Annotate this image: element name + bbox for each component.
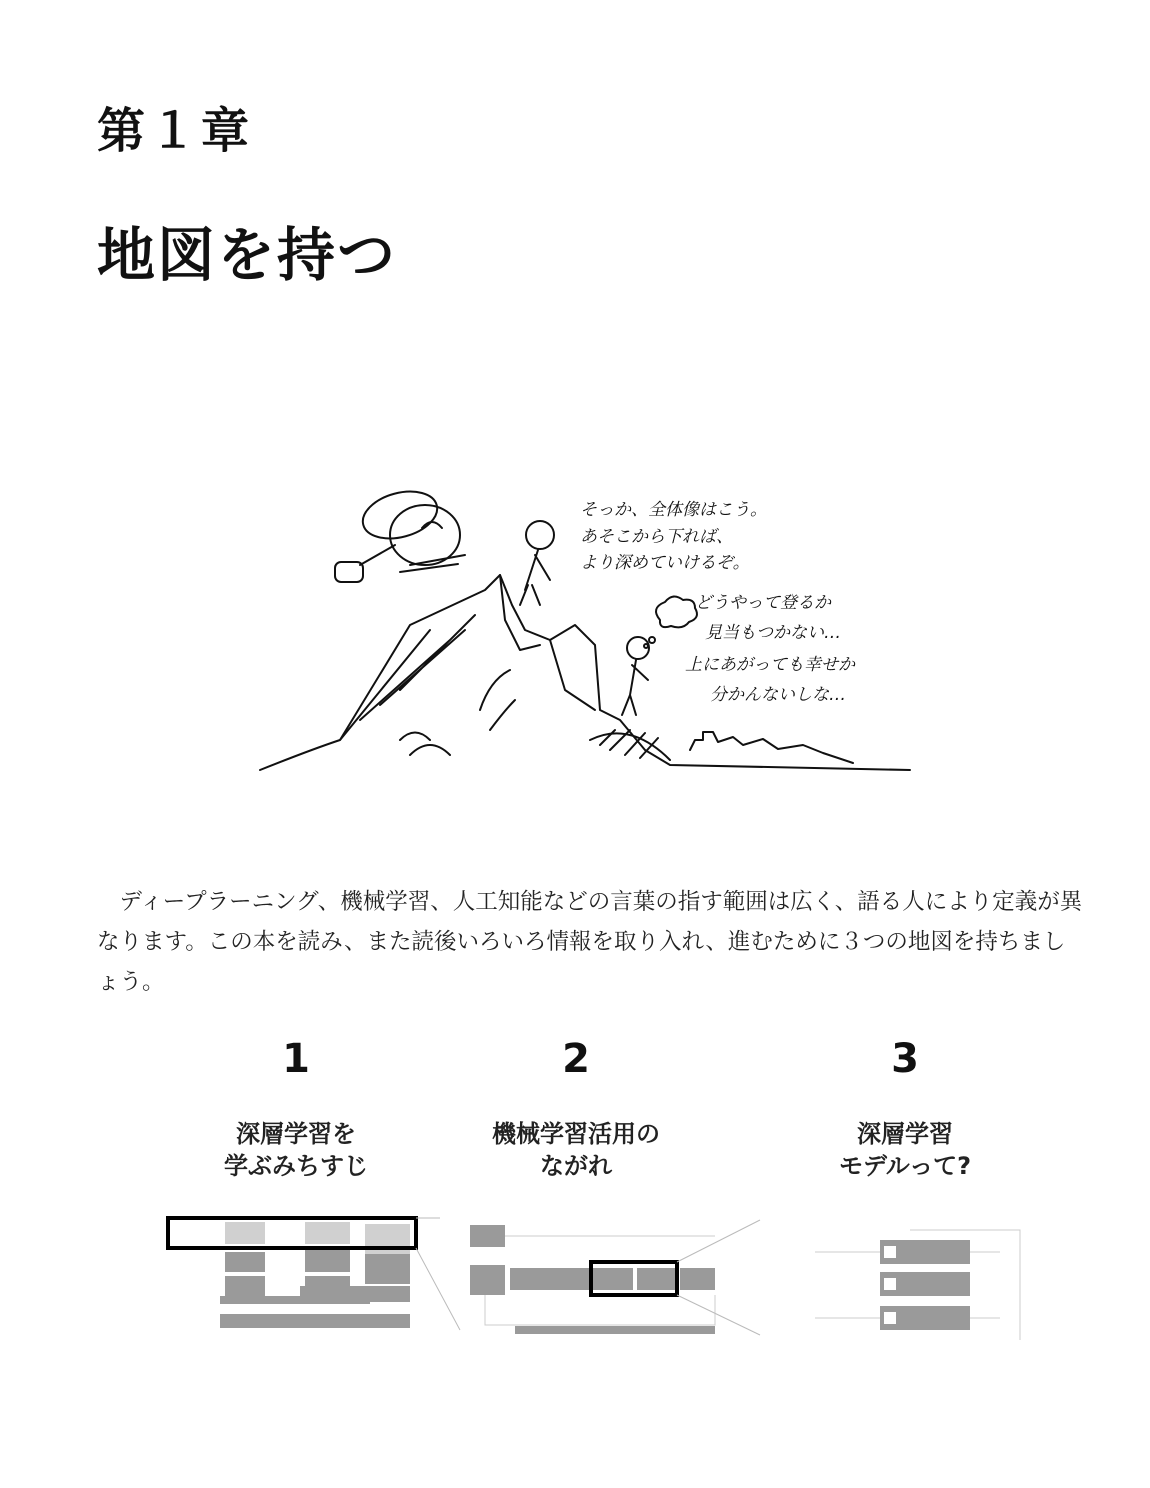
speech-top-line-1: そっか、全体像はこう。 [580, 500, 767, 520]
map-3-title: 深層学習 モデルって? [838, 1120, 971, 1180]
map-1-thumbnail [168, 1218, 460, 1330]
speech-bottom-line-1: どうやって登るか [695, 593, 831, 613]
speech-top-line-3: より深めていけるぞ。 [580, 553, 750, 573]
chapter-title: 地図を持つ [97, 221, 398, 289]
map-thumbnails [160, 1210, 1030, 1355]
speech-bottom-line-4: 分かんないしな… [710, 685, 846, 705]
mountain-sketch-illustration [250, 480, 930, 780]
map-2-thumbnail [470, 1220, 760, 1335]
speech-bottom-line-3: 上にあがっても幸せか [685, 655, 855, 675]
map-1-number: 1 [282, 1036, 310, 1082]
map-2-title: 機械学習活用の ながれ [492, 1120, 660, 1180]
speech-bottom-line-2: 見当もつかない… [705, 623, 841, 643]
chapter-number: 第１章 [97, 103, 254, 159]
map-2-number: 2 [562, 1036, 590, 1082]
speech-top-line-2: あそこから下れば、 [580, 527, 733, 547]
map-3-number: 3 [891, 1036, 919, 1082]
map-1-title: 深層学習を 学ぶみちすじ [224, 1120, 368, 1180]
map-3-thumbnail [815, 1230, 1020, 1340]
body-paragraph: ディープラーニング、機械学習、人工知能などの言葉の指す範囲は広く、語る人により定義が異なります。この本を読み、また読後いろいろ情報を取り入れ、進むために３つの地図を持ちましょう。 [97, 889, 1083, 995]
